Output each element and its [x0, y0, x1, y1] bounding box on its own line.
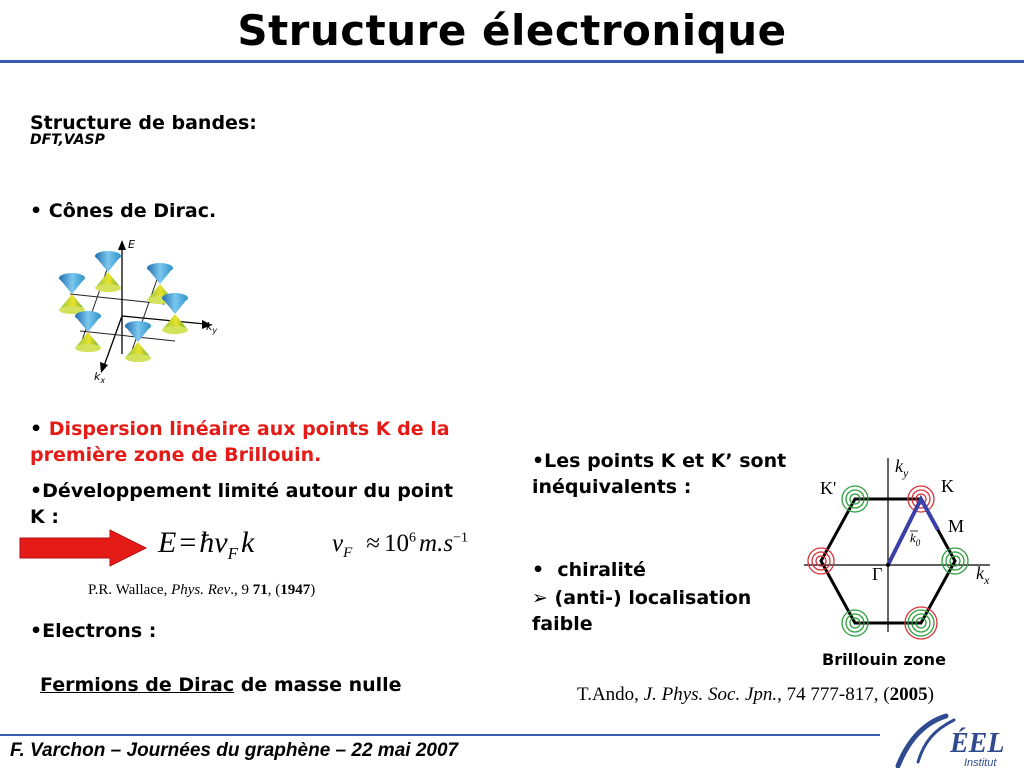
bands-subtitle: DFT,VASP	[30, 132, 105, 148]
kprime-label: K'	[820, 478, 837, 498]
bands-block	[30, 110, 257, 148]
development-line	[30, 478, 470, 530]
bullet: •	[30, 418, 43, 440]
ando-reference: T.Ando, J. Phys. Soc. Jpn., 74 777-817, (2005)	[577, 684, 934, 705]
arrow-bullet: ➢	[532, 587, 548, 609]
page-title: Structure électronique	[237, 6, 787, 55]
brillouin-zone-figure	[800, 452, 1000, 642]
title-underline	[0, 60, 1024, 63]
fermions-underlined: Fermions de Dirac	[40, 674, 235, 696]
k-points-line	[532, 448, 842, 500]
bands-title: Structure de bandes:	[30, 112, 257, 134]
e-label: E	[128, 238, 135, 251]
logo-text: ÉEL	[950, 728, 1005, 759]
svg-text:kx: $k_x$	[94, 370, 106, 385]
neel-logo	[888, 712, 1024, 768]
localisation-line	[532, 585, 802, 637]
electrons-text: Electrons :	[42, 620, 157, 642]
localisation-text: (anti-) localisation faible	[532, 587, 752, 635]
development-text: Développement limité autour du point K :	[30, 480, 454, 528]
ky-label: k	[206, 320, 213, 333]
m-label: M	[948, 516, 965, 536]
cones-line	[30, 198, 216, 224]
gamma-label: Γ	[872, 564, 883, 584]
svg-text:ky: $k_y$	[206, 320, 218, 335]
kx-label: k	[94, 370, 101, 383]
dispersion-equation: $E = ħv_F$ k	[158, 526, 255, 563]
bullet: •	[30, 480, 43, 502]
bullet: •	[532, 450, 545, 472]
ky-label: k	[895, 456, 903, 476]
electrons-line	[30, 618, 156, 644]
k0-label: k	[910, 530, 916, 545]
fermions-rest: de masse nulle	[234, 674, 402, 696]
brillouin-caption: Brillouin zone	[822, 650, 946, 669]
fermi-velocity-equation: $v_F \approx 10^6$ $m.s^{-1}$	[332, 530, 468, 561]
red-arrow	[18, 528, 150, 568]
footer-text: F. Varchon – Journées du graphène – 22 mai 2007	[10, 740, 459, 761]
logo-subtext: Institut	[964, 757, 997, 768]
svg-text:k0: $k_0$	[910, 530, 921, 548]
footer-rule	[0, 734, 880, 736]
bullet: •	[532, 559, 545, 581]
chirality-line	[532, 557, 646, 583]
dispersion-text: Dispersion linéaire aux points K de la première zone de Brillouin.	[30, 418, 450, 466]
cones-text: Cônes de Dirac.	[48, 200, 217, 222]
k-label: K	[941, 476, 954, 496]
k-points-text: Les points K et K’ sont inéquivalents :	[532, 450, 787, 498]
cone-group	[59, 251, 188, 362]
svg-text:kx: $k_x$	[976, 563, 990, 587]
wallace-reference: P.R. Wallace, Phys. Rev., 9 71, (1947)	[88, 582, 316, 598]
kx-label: k	[976, 563, 984, 583]
svg-text:ky: $k_y$	[895, 456, 909, 480]
chirality-text: chiralité	[557, 559, 646, 581]
kx-axis	[104, 316, 122, 366]
bullet: •	[30, 200, 43, 222]
bullet: •	[30, 620, 43, 642]
dirac-cones-figure	[50, 236, 225, 386]
fermions-line	[40, 672, 402, 698]
dispersion-line	[30, 416, 470, 468]
